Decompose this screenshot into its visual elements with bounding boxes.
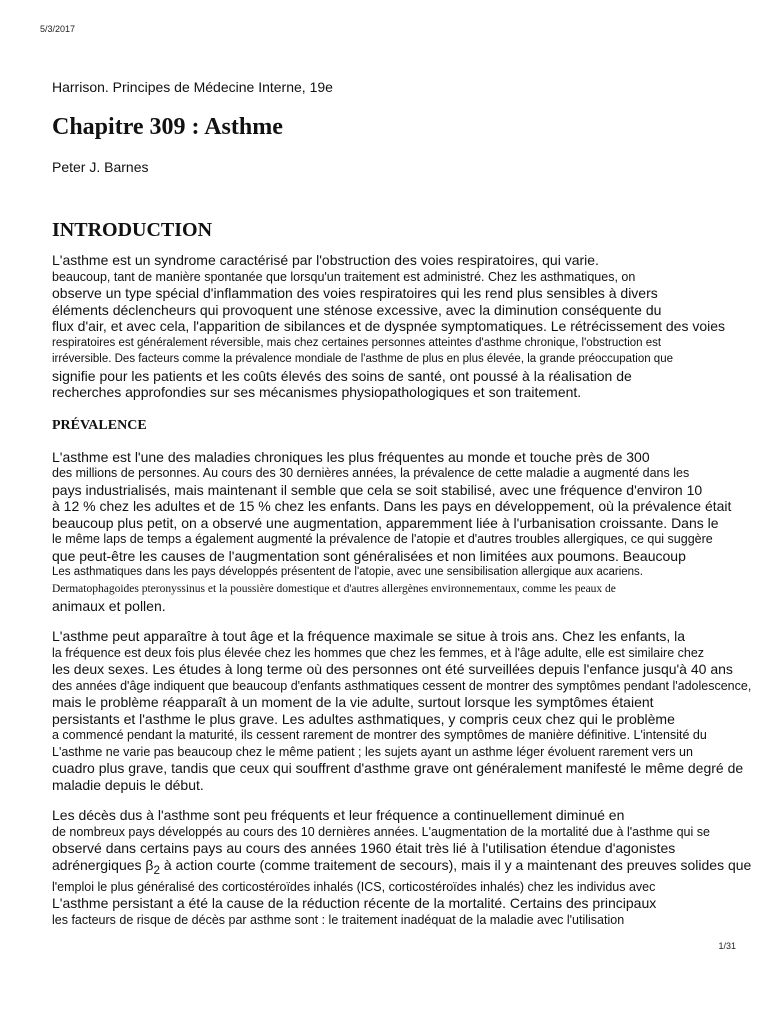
text-line: L'asthme est l'une des maladies chroniques les plus fréquentes au monde et touche près de 300	[52, 448, 650, 465]
section-heading-introduction: INTRODUCTION	[52, 219, 213, 241]
intro-paragraph	[52, 252, 744, 401]
text-line: L'asthme peut apparaître à tout âge et la fréquence maximale se situe à trois ans. Chez les enfants, la	[52, 628, 686, 644]
text-line: flux d'air, et avec cela, l'apparition de sibilances et de dyspnée symptomatiques. Le rétrécissement des voies	[52, 318, 726, 334]
text-line: pays industrialisés, mais maintenant il semble que cela se soit stabilisé, avec une fréquence d'environ 10	[52, 481, 703, 498]
text-line: mais le problème réapparaît à un moment de la vie adulte, surtout lorsque les symptômes étaient	[52, 694, 654, 710]
beta-suffix: à action courte (comme traitement de secours), mais il y a maintenant des preuves solides que	[163, 856, 752, 873]
text-line: irréversible. Des facteurs comme la prévalence mondiale de l'asthme de plus en plus élevée, la grande préoccupation que	[52, 353, 673, 365]
text-line: les facteurs de risque de décès par asthme sont : le traitement inadéquat de la maladie avec l'utilisation	[52, 912, 625, 927]
text-line-beta-agonist	[52, 856, 752, 879]
beta-prefix: adrénergiques β	[52, 856, 154, 873]
text-line: L'asthme persistant a été la cause de la réduction récente de la mortalité. Certains des principaux	[52, 895, 657, 912]
beta-subscript: 2	[153, 863, 160, 877]
text-line: a commencé pendant la maturité, ils cessent rarement de montrer des symptômes de manière définitive. L'intensité du	[52, 728, 707, 742]
section-heading-prevalence: PRÉVALENCE	[52, 417, 147, 433]
text-line: beaucoup plus petit, on a observé une augmentation, apparemment liée à l'urbanisation croissante. Dans le	[52, 514, 719, 531]
text-line: des années d'âge indiquent que beaucoup d'enfants asthmatiques cessent de montrer des symptômes pendant l'adolescence,	[52, 678, 752, 693]
text-line: le même laps de temps a également augmenté la prévalence de l'atopie et d'autres troubles allergiques, ce qui suggère	[52, 532, 713, 546]
chapter-title: Chapitre 309 : Asthme	[52, 114, 283, 140]
text-line: L'asthme est un syndrome caractérisé par l'obstruction des voies respiratoires, qui varie.	[52, 252, 599, 268]
text-line: recherches approfondies sur ses mécanismes physiopathologiques et son traitement.	[52, 384, 582, 400]
text-line: observe un type spécial d'inflammation des voies respiratoires qui les rend plus sensibles à divers	[52, 285, 658, 301]
text-line: de nombreux pays développés au cours des 10 dernières années. L'augmentation de la mortalité due à l'asthme qui se	[52, 824, 710, 839]
text-line: des millions de personnes. Au cours des 30 dernières années, la prévalence de cette maladie a augmenté dans les	[52, 466, 690, 480]
book-source: Harrison. Principes de Médecine Interne, 19e	[52, 79, 333, 95]
print-date: 5/3/2017	[40, 24, 76, 34]
text-line: Les asthmatiques dans les pays développés présentent de l'atopie, avec une sensibilisation allergique aux acariens.	[52, 566, 643, 578]
text-line: à 12 % chez les adultes et de 15 % chez les enfants. Dans les pays en développement, où la prévalence était	[52, 498, 732, 514]
text-line: persistants et l'asthme le plus grave. Les adultes asthmatiques, y compris ceux chez qui le problème	[52, 710, 675, 727]
prevalence-paragraph-3	[52, 807, 752, 928]
text-line: les deux sexes. Les études à long terme où des personnes ont été surveillées depuis l'enfance jusqu'à 40 ans	[52, 661, 733, 677]
text-line: maladie depuis le début.	[52, 776, 204, 793]
text-line: l'emploi le plus généralisé des corticostéroïdes inhalés (ICS, corticostéroïdes inhalés) chez les individus avec	[52, 879, 656, 894]
document-body	[52, 78, 752, 928]
text-line: observé dans certains pays au cours des années 1960 était très lié à l'utilisation étendue d'agonistes	[52, 840, 676, 856]
text-line: beaucoup, tant de manière spontanée que lorsqu'un traitement est administré. Chez les asthmatiques, on	[52, 269, 636, 284]
text-line: respiratoires est généralement réversible, mais chez certaines personnes atteintes d'asthme chronique, l'obstruction est	[52, 336, 662, 349]
text-line: cuadro plus grave, tandis que ceux qui souffrent d'asthme grave ont généralement manifesté le même degré de	[52, 760, 744, 776]
text-line: animaux et pollen.	[52, 597, 166, 614]
text-line: Dermatophagoides pteronyssinus et la poussière domestique et d'autres allergènes environnementaux, comme les peaux de	[52, 582, 616, 595]
text-line: que peut-être les causes de l'augmentation sont généralisées et non limitées aux poumons. Beaucoup	[52, 547, 686, 564]
text-line: la fréquence est deux fois plus élevée chez les hommes que chez les femmes, et à l'âge adulte, elle est similaire chez	[52, 645, 705, 660]
author: Peter J. Barnes	[52, 159, 149, 175]
page-number: 1/31	[718, 941, 736, 951]
text-line: L'asthme ne varie pas beaucoup chez le même patient ; les sujets ayant un asthme léger évoluent rarement vers un	[52, 744, 693, 759]
text-line: éléments déclencheurs qui provoquent une sténose excessive, avec la diminution conséquente du	[52, 301, 662, 318]
text-line: signifie pour les patients et les coûts élevés des soins de santé, ont poussé à la réalisation de	[52, 367, 632, 384]
prevalence-paragraph-1	[52, 449, 744, 615]
prevalence-paragraph-2	[52, 628, 752, 793]
text-line: Les décès dus à l'asthme sont peu fréquents et leur fréquence a continuellement diminué en	[52, 807, 625, 823]
